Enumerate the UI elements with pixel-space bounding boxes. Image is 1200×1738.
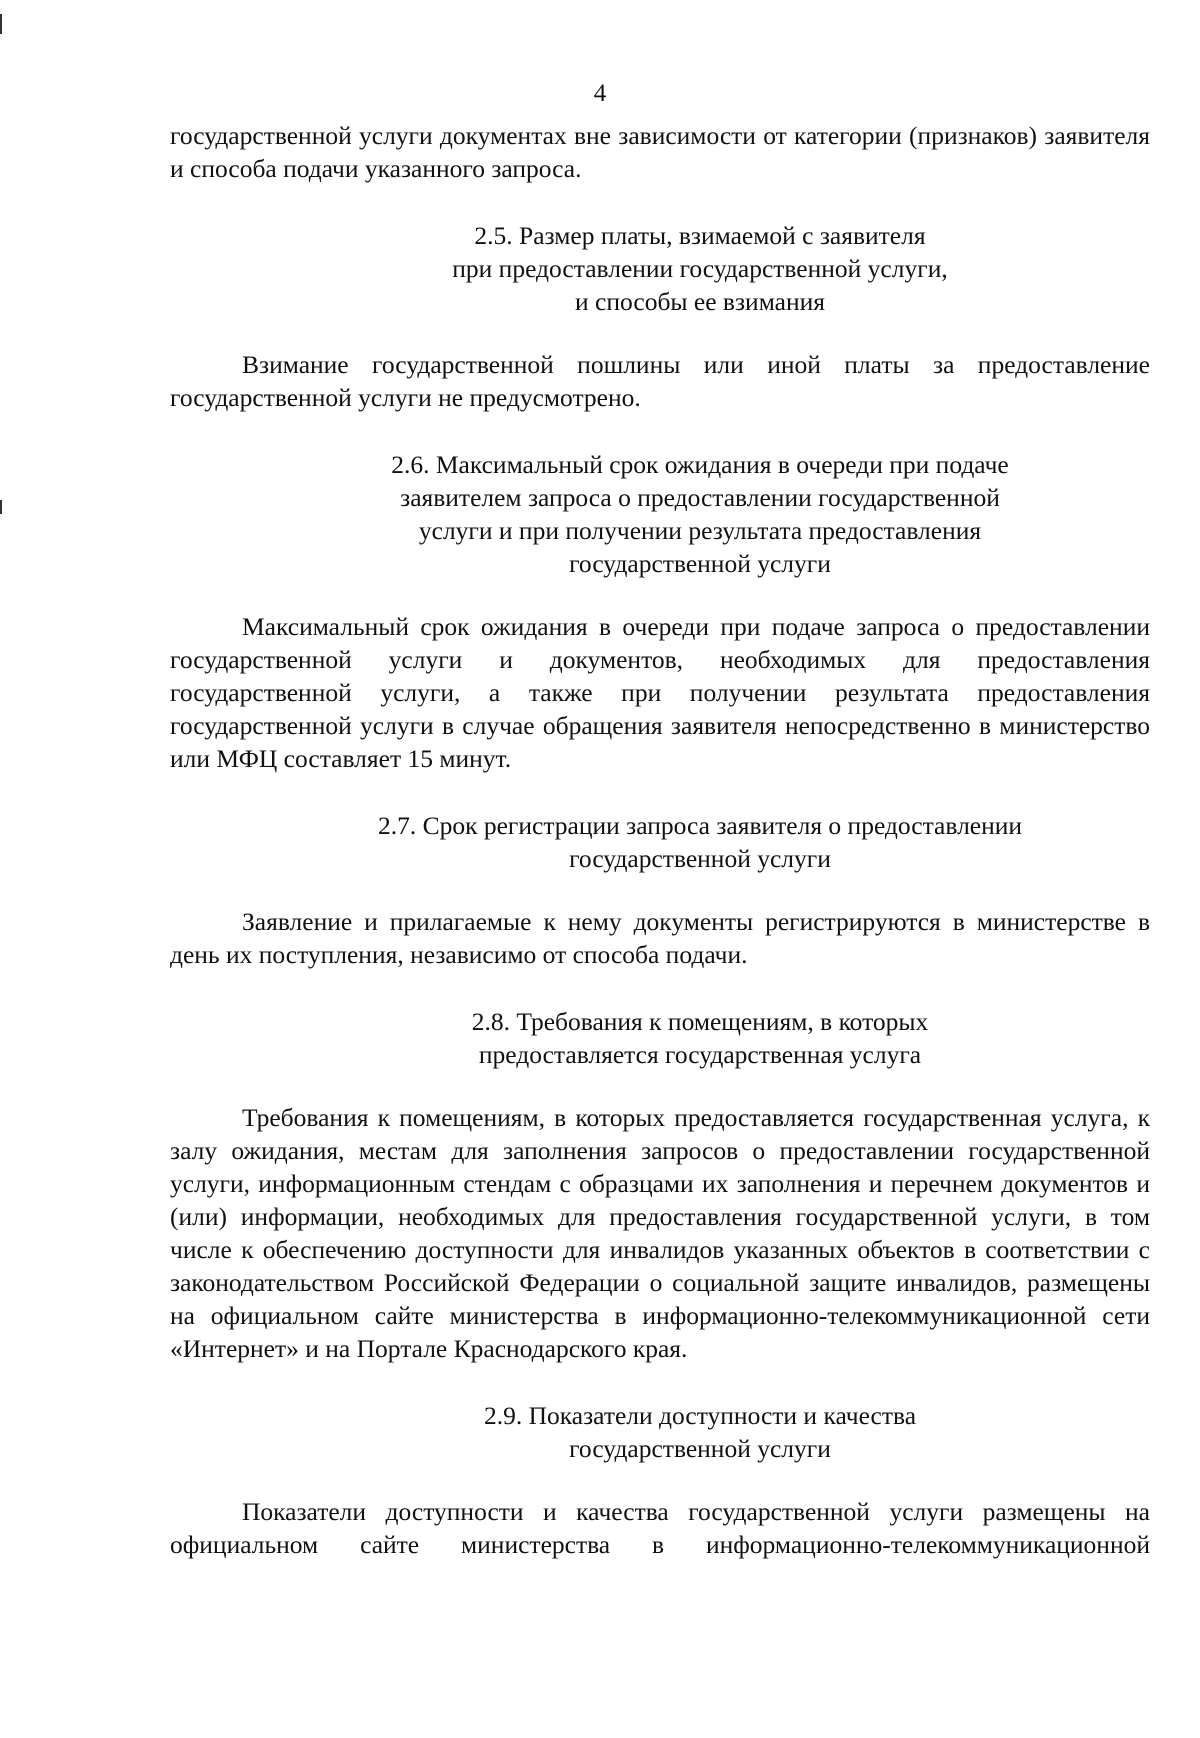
- heading-line: государственной услуги: [569, 1434, 831, 1463]
- section-heading-2-5: [170, 219, 1150, 318]
- heading-line: 2.8. Требования к помещениям, в которых: [471, 1007, 929, 1036]
- section-text-2-7: Заявление и прилагаемые к нему документы регистрируются в министерстве в день их поступления, независимо от способа подачи.: [170, 907, 1150, 969]
- heading-line: предоставляется государственная услуга: [478, 1040, 922, 1069]
- section-heading-2-6: [170, 448, 1150, 580]
- section-text-2-8: Требования к помещениям, в которых предоставляется государственная услуга, к залу ожидания, местам для заполнения запросов о предоставлении государственной услуги, информационным стендам с образцами их заполнения и перечнем документов и (или) информации, необходимых для предоставления государственной услуги, в том числе к обеспечению доступности для инвалидов указанных объектов в соответствии с законодательством Российской Федерации о социальной защите инвалидов, размещены на официальном сайте министерства в информационно-телекоммуникационной сети «Интернет» и на Портале Краснодарского края.: [170, 1103, 1150, 1363]
- heading-line: услуги и при получении результата предоставления: [418, 516, 982, 545]
- section-text-2-9: Показатели доступности и качества государственной услуги размещены на официальном сайте министерства в информационно-телекоммуникационной: [170, 1497, 1150, 1559]
- intro-paragraph: государственной услуги документах вне зависимости от категории (признаков) заявителя и способа подачи указанного запроса.: [170, 121, 1150, 183]
- heading-line: 2.7. Срок регистрации запроса заявителя о предоставлении: [377, 811, 1023, 840]
- scan-edge-mark: [0, 14, 2, 34]
- heading-line: государственной услуги: [569, 844, 831, 873]
- scan-edge-mark: [0, 500, 2, 514]
- page-number: 4: [593, 80, 607, 107]
- section-heading-2-8: [170, 1005, 1150, 1071]
- heading-line: государственной услуги: [569, 549, 831, 578]
- section-text-2-6: Максимальный срок ожидания в очереди при подаче запроса о предоставлении государственной услуги и документов, необходимых для предоставления государственной услуги, а также при получении результата предоставления государственной услуги в случае обращения заявителя непосредственно в министерство или МФЦ составляет 15 минут.: [170, 612, 1150, 773]
- heading-line: при предоставлении государственной услуги,: [452, 254, 948, 283]
- heading-line: 2.6. Максимальный срок ожидания в очереди при подаче: [391, 450, 1009, 479]
- heading-line: и способы ее взимания: [575, 287, 825, 316]
- heading-line: 2.9. Показатели доступности и качества: [483, 1401, 917, 1430]
- section-heading-2-7: [170, 809, 1150, 875]
- section-text-2-5: Взимание государственной пошлины или иной платы за предоставление государственной услуги не предусмотрено.: [170, 350, 1150, 412]
- document-body: [170, 119, 1150, 1561]
- heading-line: заявителем запроса о предоставлении государственной: [400, 483, 1000, 512]
- section-heading-2-9: [170, 1399, 1150, 1465]
- heading-line: 2.5. Размер платы, взимаемой с заявителя: [474, 221, 926, 250]
